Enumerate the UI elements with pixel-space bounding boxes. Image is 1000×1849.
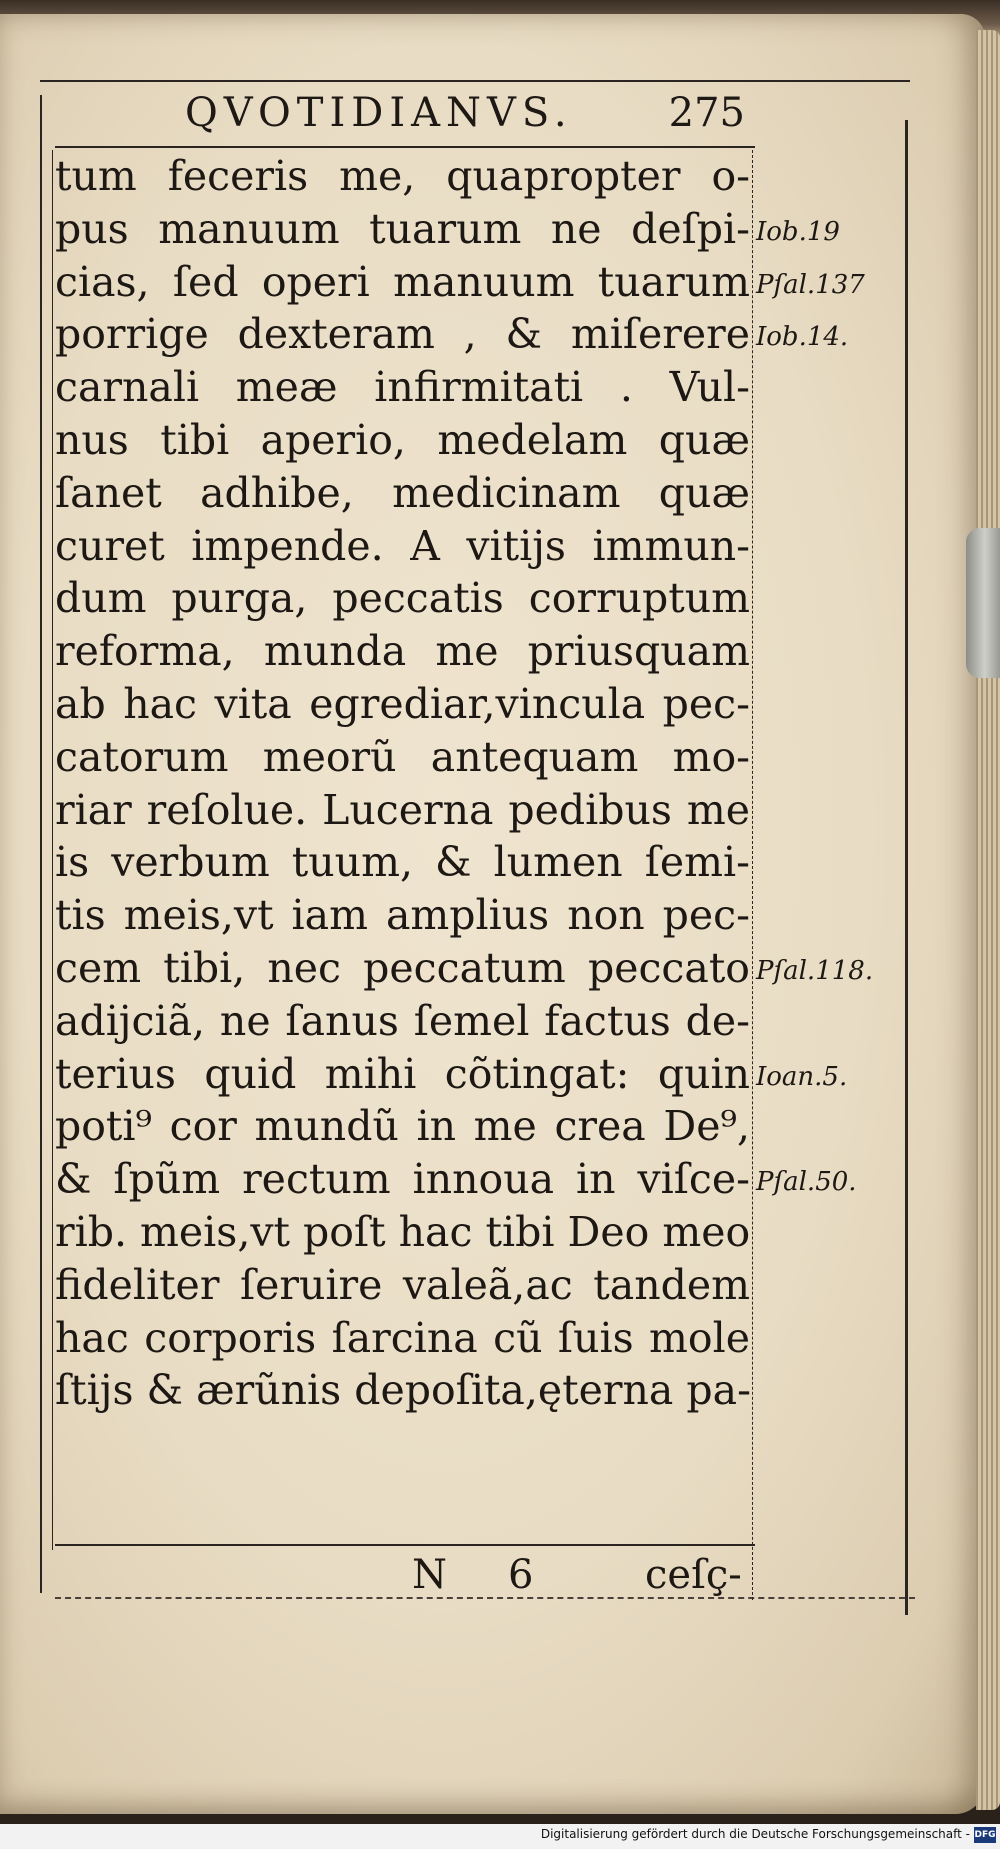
signature-number: 6 — [508, 1552, 534, 1598]
margin-note: Iob.14. — [756, 322, 849, 353]
text-line: pus manuum tuarum ne deſpi- — [55, 204, 750, 253]
text-line: & ſpũm rectum innoua in viſce- — [55, 1155, 750, 1204]
text-line: is verbum tuum, & lumen ſemi- — [55, 838, 750, 887]
text-line: dum purga, peccatis corruptum — [55, 574, 750, 623]
footer-rule — [55, 1544, 755, 1546]
text-line: adijciã, ne ſanus ſemel factus de- — [55, 996, 750, 1045]
text-line: cem tibi, nec peccatum peccato — [55, 943, 750, 992]
text-line: ſanet adhibe, medicinam quæ — [55, 468, 750, 517]
margin-note: Pſal.50. — [756, 1167, 857, 1198]
text-line: rib. meis,vt poſt hac tibi Deo meo — [55, 1207, 751, 1256]
text-line: ab hac vita egrediar,vincula pec- — [55, 679, 750, 728]
text-line: riar reſolue. Lucerna pedibus me — [55, 785, 750, 834]
page-number: 275 — [668, 90, 745, 136]
text-line: ſtijs & ærũnis depoſita,ęterna pa- — [55, 1366, 751, 1415]
text-line: catorum meorũ antequam mo- — [55, 732, 750, 781]
text-line: porrige dexteram , & miſerere — [55, 310, 750, 359]
text-column-left-rule — [52, 150, 53, 1550]
text-line: carnali meæ infirmitati . Vul- — [55, 363, 750, 412]
text-line: terius quid mihi cõtingat: quin — [55, 1049, 750, 1098]
text-line: cias, ſed operi manuum tuarum — [55, 257, 750, 306]
running-title: QVOTIDIANVS. — [185, 90, 573, 136]
text-column-right-rule — [752, 150, 753, 1600]
text-line: reforma, munda me priusquam — [55, 627, 750, 676]
body-text — [55, 150, 750, 1417]
page-edges — [976, 30, 1000, 1810]
page-frame-bottom — [55, 1597, 915, 1599]
page-clip — [966, 528, 1000, 678]
text-line: nus tibi aperio, medelam quæ — [55, 415, 750, 464]
text-line: tum feceris me, quapropter o- — [55, 152, 750, 200]
text-line: tis meis,vt iam amplius non pec- — [55, 891, 750, 940]
signature-mark: N — [412, 1552, 447, 1598]
text-line: fideliter ſeruire valeã,ac tandem — [55, 1260, 750, 1309]
text-line: poti⁹ cor mundũ in me crea De⁹, — [55, 1102, 750, 1151]
page-frame-right — [905, 120, 908, 1615]
dfg-logo: DFG — [974, 1827, 996, 1843]
margin-note: Pſal.137 — [756, 269, 865, 300]
credit-bar — [0, 1824, 1000, 1849]
text-line: curet impende. A vitijs immun- — [55, 521, 750, 570]
margin-note: Pſal.118. — [756, 956, 874, 986]
margin-note: Ioan.5. — [756, 1061, 848, 1092]
page-frame-left — [40, 95, 42, 1593]
catchword: ceſç- — [645, 1552, 742, 1598]
text-line: hac corporis ſarcina cũ ſuis mole — [55, 1313, 750, 1362]
header-rule — [55, 146, 755, 148]
margin-note: Iob.19 — [756, 216, 840, 247]
credit-text: Digitalisierung gefördert durch die Deutsche Forschungsgemeinschaft - — [540, 1827, 970, 1841]
running-header — [185, 90, 745, 150]
